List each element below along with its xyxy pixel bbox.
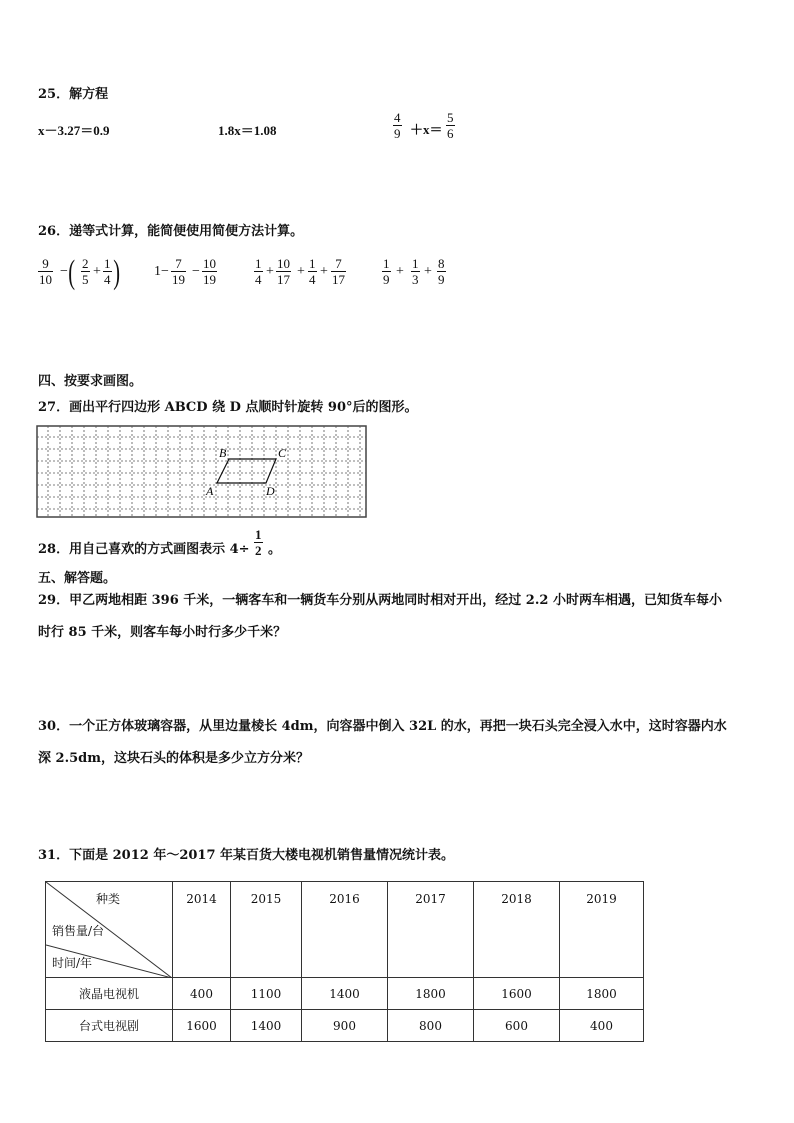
section-4-heading: 四、按要求画图。 [38,374,143,389]
table-cell: 1100 [231,978,302,1010]
grid-lines [37,426,366,517]
q28-title: 28．用自己喜欢的方式画图表示 4÷ [38,542,250,557]
right-paren: ) [113,254,121,291]
table-cell: 400 [560,1010,644,1042]
q25-equation-1: x－3.27＝0.9 [38,123,110,138]
corner-label-mid: 销售量/台 [52,924,105,938]
year-header: 2014 [173,882,231,978]
table-cell: 900 [302,1010,388,1042]
q30-line-2: 深 2.5dm，这块石头的体积是多少立方分米？ [38,751,309,766]
year-header: 2015 [231,882,302,978]
vertex-c-label: C [278,446,287,460]
corner-label-bot: 时间/年 [52,956,93,970]
table-cell: 1800 [560,978,644,1010]
table-cell: 600 [474,1010,560,1042]
corner-label-top: 种类 [96,892,121,906]
q25-equation-2: 1.8x＝1.08 [218,123,277,138]
q29-line-2: 时行 85 千米，则客车每小时行多少千米？ [38,625,287,640]
table-cell: 1600 [474,978,560,1010]
fraction: 1 2 [255,527,262,558]
row-label: 台式电视剧 [46,1010,173,1042]
section-5-heading: 五、解答题。 [38,571,117,586]
table-row [46,978,644,1010]
year-header: 2016 [302,882,388,978]
q26-title: 26．递等式计算，能简便使用简便方法计算。 [38,224,304,239]
q29-line-1: 29．甲乙两地相距 396 千米，一辆客车和一辆货车分别从两地同时相对开出，经过 2.2 小时两车相遇，已知货车每小 [38,593,722,608]
table-cell: 1600 [173,1010,231,1042]
parallelogram-abcd [217,459,276,483]
year-header: 2018 [474,882,560,978]
table-corner-cell [46,882,173,978]
q25-title: 25．解方程 [38,87,109,102]
q30-line-1: 30．一个正方体玻璃容器，从里边量棱长 4dm，向容器中倒入 32L 的水，再把一块石头完全浸入水中，这时容器内水 [38,719,727,734]
fraction: 5 6 [447,110,454,141]
table-cell: 800 [388,1010,474,1042]
vertex-d-label: D [266,484,275,498]
fraction: 4 9 [394,110,401,141]
year-header: 2019 [560,882,644,978]
table-cell: 400 [173,978,231,1010]
table-cell: 1400 [302,978,388,1010]
grid-border [37,426,366,517]
sales-stats-table [45,881,644,1042]
row-label: 液晶电视机 [46,978,173,1010]
q27-title: 27．画出平行四边形 ABCD 绕 D 点顺时针旋转 90°后的图形。 [38,400,418,415]
q31-title: 31．下面是 2012 年～2017 年某百货大楼电视机销售量情况统计表。 [38,848,455,863]
left-paren: ( [68,254,76,291]
vertex-b-label: B [219,446,227,460]
table-cell: 1400 [231,1010,302,1042]
table-cell: 1800 [388,978,474,1010]
table-row [46,1010,644,1042]
q27-grid-figure [36,425,367,518]
vertex-a-label: A [206,484,214,498]
year-header: 2017 [388,882,474,978]
table-header-row [46,882,644,978]
